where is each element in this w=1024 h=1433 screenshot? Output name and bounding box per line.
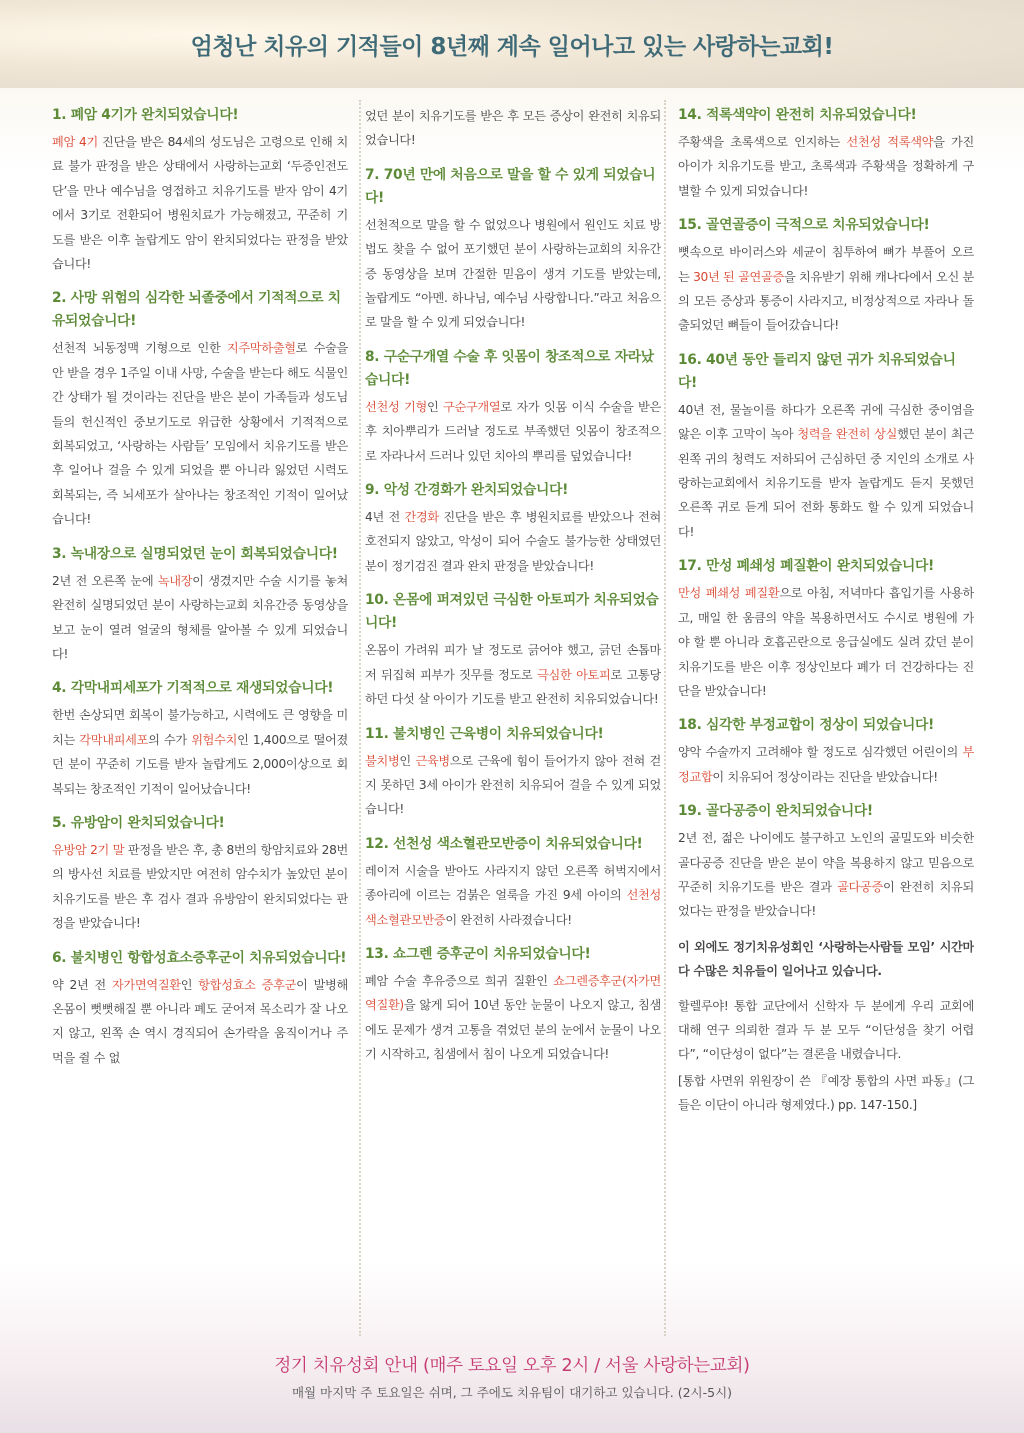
body-text: 로 고통당하던 다섯 살 아이가 기도를 받고 완전히 치유되었습니다! bbox=[365, 667, 661, 707]
highlight: 근육병 bbox=[415, 753, 450, 768]
summary-statement: 이 외에도 정기치유성회인 ‘사랑하는사람들 모임’ 시간마다 수많은 치유들이 일어나고 있습니다. bbox=[678, 939, 974, 979]
body-text: 을 앓게 되어 10년 동안 눈물이 나오지 않고, 침샘에도 문제가 생겨 고통을 겪었던 분의 눈에서 눈물이 나오기 시작하고, 침샘에서 침이 나오게 되었습니다! bbox=[365, 998, 661, 1062]
body-text: 온몸이 가려워 피가 날 정도로 긁어야 했고, 긁던 손톱마저 뒤집혀 피부가 짓무를 정도로 bbox=[365, 643, 661, 682]
body-text: 2년 전 오른쪽 눈에 bbox=[52, 573, 158, 588]
body-text: 선천적 뇌동정맥 기형으로 인한 bbox=[52, 341, 227, 356]
body-text: 40년 전, 물놀이를 하다가 오른쪽 귀에 극심한 중이염을 앓은 이후 고막이 녹아 bbox=[678, 402, 974, 442]
body-text: 양악 수술까지 고려해야 할 정도로 심각했던 어린이의 bbox=[678, 745, 963, 760]
section-body bbox=[678, 130, 974, 203]
section-body bbox=[678, 581, 974, 703]
section-title: 7. 70년 만에 처음으로 말을 할 수 있게 되었습니다! bbox=[365, 166, 656, 206]
body-text: 이 완전히 치유되었다는 판정을 받았습니다! bbox=[678, 879, 974, 919]
body-text: 을 치유받기 위해 캐나다에서 오신 분의 모든 증상과 통증이 사라지고, 비정상적으로 자라나 돌출되었던 뼈들이 들어갔습니다! bbox=[678, 269, 974, 333]
section-body bbox=[678, 240, 974, 338]
body-text: 했던 분이 최근 왼쪽 귀의 청력도 저하되어 근심하던 중 지인의 소개로 사랑하는교회에서 치유기도를 받자 놀랍게도 듣지 못했던 오른쪽 귀로 듣게 되어 전화 통화도 할 수 있게 되었습니다! bbox=[678, 427, 974, 539]
section-body bbox=[52, 569, 348, 667]
section-body bbox=[52, 336, 348, 531]
body-text: 이 발병해 온몸이 뻣뻣해질 뿐 아니라 폐도 굳어져 목소리가 잘 나오지 않고, 왼쪽 손 역시 경직되어 손가락을 움직이거나 주먹을 쥘 수 없 bbox=[52, 977, 348, 1065]
section-body bbox=[52, 973, 348, 1071]
section-body bbox=[678, 398, 974, 544]
service-info-note: 매월 마지막 주 토요일은 쉬며, 그 주에도 치유팀이 대기하고 있습니다. (2시-5시) bbox=[291, 1385, 733, 1400]
highlight: 극심한 아토피 bbox=[537, 667, 611, 682]
footer-banner bbox=[0, 1344, 1024, 1433]
highlight: 불치병 bbox=[365, 753, 400, 768]
section-title: 13. 쇼그렌 증후군이 치유되었습니다! bbox=[365, 945, 591, 962]
header-banner bbox=[0, 0, 1024, 88]
section-title: 2. 사망 위험의 심각한 뇌졸중에서 기적적으로 치유되었습니다! bbox=[52, 290, 341, 330]
body-text: 의 수가 bbox=[148, 732, 192, 747]
column-3 bbox=[678, 100, 974, 1340]
body-text: 약 2년 전 bbox=[52, 977, 112, 992]
highlight: 항합성효소 증후군 bbox=[198, 977, 297, 992]
highlight: 선천성 기형 bbox=[365, 399, 427, 414]
source-citation: [통합 사면위 위원장이 쓴 『예장 통합의 사면 파동』(그들은 이단이 아니라 형제였다.) pp. 147-150.] bbox=[678, 1073, 974, 1113]
section-body bbox=[52, 703, 348, 801]
body-text: 인 bbox=[399, 753, 416, 768]
body-text: 판정을 받은 후, 총 8번의 항암치료와 28번의 방사선 치료를 받았지만 여전히 암수치가 높았던 분이 치유기도를 받은 후 검사 결과 유방암이 완치되었다는 판정을 받았습니다! bbox=[52, 842, 348, 931]
body-text: 을 가진 아이가 치유기도를 받고, 초록색과 주황색을 정확하게 구별할 수 있게 되었습니다! bbox=[678, 135, 974, 198]
section-title: 14. 적록색약이 완전히 치유되었습니다! bbox=[678, 107, 917, 123]
highlight: 폐암 4기 bbox=[52, 135, 98, 149]
testimony-columns bbox=[52, 100, 974, 1340]
section-body bbox=[365, 505, 661, 578]
section-title: 10. 온몸에 퍼져있던 극심한 아토피가 치유되었습니다! bbox=[365, 592, 659, 632]
body-text: 로 수술을 안 받을 경우 1주일 이내 사망, 수술을 받는다 해도 식물인간 상태가 될 것이라는 진단을 받은 분이 가족들과 성도님들의 헌신적인 중보기도로 위급한 상황에서 기적적으로 회복되었고, ‘사랑하는 사람들’ 모임에서 치유기도를 받은 후 일어나 걸을 수 있게 되었을 뿐 아니라 잃었던 시력도 회복되는, 즉 뇌세포가 살아나는 창조적인 기적이 일어났습니다! bbox=[52, 341, 348, 527]
highlight: 청력을 완전히 상실 bbox=[797, 427, 898, 442]
highlight: 만성 폐쇄성 폐질환 bbox=[678, 586, 780, 601]
highlight: 골다공증 bbox=[837, 879, 883, 894]
highlight: 30년 된 골연골증 bbox=[693, 269, 784, 284]
body-text: 폐암 수술 후유증으로 희귀 질환인 bbox=[365, 973, 554, 988]
section-body bbox=[365, 859, 661, 932]
body-text: 인 bbox=[426, 399, 444, 414]
highlight: 지주막하출혈 bbox=[226, 341, 296, 356]
highlight: 유방암 2기 말 bbox=[52, 842, 125, 857]
section-body bbox=[365, 969, 661, 1067]
highlight: 선천성 색소혈관모반증 bbox=[365, 888, 661, 927]
hallelujah-note: 할렐루야! 통합 교단에서 신학자 두 분에게 우리 교회에 대해 연구 의뢰한 결과 두 분 모두 “이단성을 찾기 어렵다”, “이단성이 없다”는 결론을 내렸습니다. bbox=[678, 998, 974, 1062]
highlight: 자가면역질환 bbox=[111, 977, 181, 992]
body-text: 으로 아침, 저녁마다 흡입기를 사용하고, 매일 한 움큼의 약을 복용하면서도 수시로 병원에 가야 할 뿐 아니라 호흡곤란으로 응급실에도 실려 갔던 분이 치유기도를 받은 이후 정상인보다 폐가 더 건강하다는 진단을 받았습니다! bbox=[678, 586, 974, 698]
section-title: 3. 녹내장으로 실명되었던 눈이 회복되었습니다! bbox=[52, 545, 338, 562]
section-body bbox=[52, 838, 348, 936]
section-title: 9. 악성 간경화가 완치되었습니다! bbox=[365, 482, 569, 499]
highlight: 부정교합 bbox=[678, 745, 974, 784]
body-text: 2년 전, 젊은 나이에도 불구하고 노인의 골밀도와 비슷한 골다공증 진단을 받은 분이 약을 복용하지 않고 믿음으로 꾸준히 치유기도를 받은 결과 bbox=[678, 831, 974, 894]
body-text: 주황색을 초록색으로 인지하는 bbox=[678, 135, 847, 149]
body-text: 이 치유되어 정상이라는 진단을 받았습니다! bbox=[712, 769, 938, 784]
highlight: 위험수치 bbox=[191, 732, 238, 747]
body-text: 으로 근육에 힘이 들어가지 않아 전혀 걷지 못하던 3세 아이가 완전히 치유되어 걸을 수 있게 되었습니다! bbox=[365, 753, 661, 817]
section-title: 18. 심각한 부정교합이 정상이 되었습니다! bbox=[678, 717, 934, 734]
body-text: 인 bbox=[180, 977, 199, 992]
section-body bbox=[52, 130, 348, 276]
body-text: 레이저 시술을 받아도 사라지지 않던 오른쪽 허벅지에서 종아리에 이르는 검붉은 얼룩을 가진 9세 아이의 bbox=[365, 863, 661, 903]
body-text: 4년 전 bbox=[365, 510, 405, 525]
section-body bbox=[365, 749, 661, 822]
section-title: 4. 각막내피세포가 기적적으로 재생되었습니다! bbox=[52, 680, 334, 697]
section-body bbox=[678, 826, 974, 924]
body-text: 진단을 받은 84세의 성도님은 고령으로 인해 치료 불가 판정을 받은 상태에서 사랑하는교회 ‘두증인전도단’을 만나 예수님을 영접하고 치유기도를 받자 암이 4기에서 3기로 전환되어 병원치료가 가능해졌고, 꾸준히 기도를 받은 이후 놀랍게도 암이 완치되었다는 판정을 받았습니다! bbox=[52, 135, 348, 272]
body-text: 한번 손상되면 회복이 불가능하고, 시력에도 큰 영향을 미치는 bbox=[52, 708, 348, 747]
body-text: 로 자가 잇몸 이식 수술을 받은 후 치아뿌리가 드러날 정도로 부족했던 잇몸이 창조적으로 자라나서 드러나 있던 치아의 뿌리를 덮었습니다! bbox=[365, 399, 661, 463]
body-text: 뼛속으로 바이러스와 세균이 침투하여 뼈가 부풀어 오르는 bbox=[678, 245, 974, 284]
highlight: 각막내피세포 bbox=[79, 732, 149, 747]
highlight: 간경화 bbox=[404, 510, 439, 525]
column-2 bbox=[365, 100, 661, 1340]
body-text: 인 1,400으로 떨어졌던 분이 꾸준히 기도를 받자 놀랍게도 2,000이상으로 회복되는 창조적인 기적이 일어났습니다! bbox=[52, 732, 348, 796]
section-title: 6. 불치병인 항합성효소증후군이 치유되었습니다! bbox=[52, 949, 347, 966]
section-title: 16. 40년 동안 들리지 않던 귀가 치유되었습니다! bbox=[678, 351, 956, 391]
section-title: 19. 골다공증이 완치되었습니다! bbox=[678, 803, 873, 820]
highlight: 쇼그렌증후군(자가면역질환) bbox=[365, 973, 661, 1013]
body-text: 이 완전히 사라졌습니다! bbox=[445, 912, 572, 927]
body-text: 이 생겼지만 수술 시기를 놓쳐 완전히 실명되었던 분이 사랑하는교회 치유간증 동영상을 보고 눈이 열려 얼굴의 형체를 알아볼 수 있게 되었습니다! bbox=[52, 573, 348, 661]
highlight: 구순구개열 bbox=[443, 399, 501, 414]
section-body bbox=[678, 740, 974, 789]
section-body: 었던 분이 치유기도를 받은 후 모든 증상이 완전히 치유되었습니다! bbox=[365, 109, 661, 148]
highlight: 녹내장 bbox=[157, 573, 193, 588]
section-title: 15. 골연골증이 극적으로 치유되었습니다! bbox=[678, 217, 930, 234]
section-title: 8. 구순구개열 수술 후 잇몸이 창조적으로 자라났습니다! bbox=[365, 348, 654, 388]
service-info-title: 정기 치유성회 안내 (매주 토요일 오후 2시 / 서울 사랑하는교회) bbox=[274, 1356, 750, 1376]
body-text: 진단을 받은 후 병원치료를 받았으나 전혀 호전되지 않았고, 악성이 되어 수술도 불가능한 상태였던 분이 정기검진 결과 완치 판정을 받았습니다! bbox=[365, 510, 661, 573]
section-body: 선천적으로 말을 할 수 없었으나 병원에서 원인도 치료 방법도 찾을 수 없어 포기했던 분이 사랑하는교회의 치유간증 동영상을 보며 간절한 믿음이 생겨 기도를 받았는데, 놀랍게도 “아멘. 하나님, 예수님 사랑합니다.”라고 처음으로 말을 할 수 있게 되었습니다! bbox=[365, 217, 661, 330]
section-title: 11. 불치병인 근육병이 치유되었습니다! bbox=[365, 725, 604, 742]
highlight: 선천성 적록색약 bbox=[846, 135, 934, 149]
section-title: 5. 유방암이 완치되었습니다! bbox=[52, 814, 225, 831]
section-body bbox=[365, 638, 661, 711]
section-title: 17. 만성 폐쇄성 폐질환이 완치되었습니다! bbox=[678, 558, 934, 575]
section-title: 12. 선천성 색소혈관모반증이 치유되었습니다! bbox=[365, 835, 643, 852]
column-1 bbox=[52, 100, 348, 1340]
section-body bbox=[365, 395, 661, 468]
page-title: 엄청난 치유의 기적들이 8년째 계속 일어나고 있는 사랑하는교회! bbox=[190, 33, 834, 60]
section-title: 1. 폐암 4기가 완치되었습니다! bbox=[52, 107, 239, 123]
